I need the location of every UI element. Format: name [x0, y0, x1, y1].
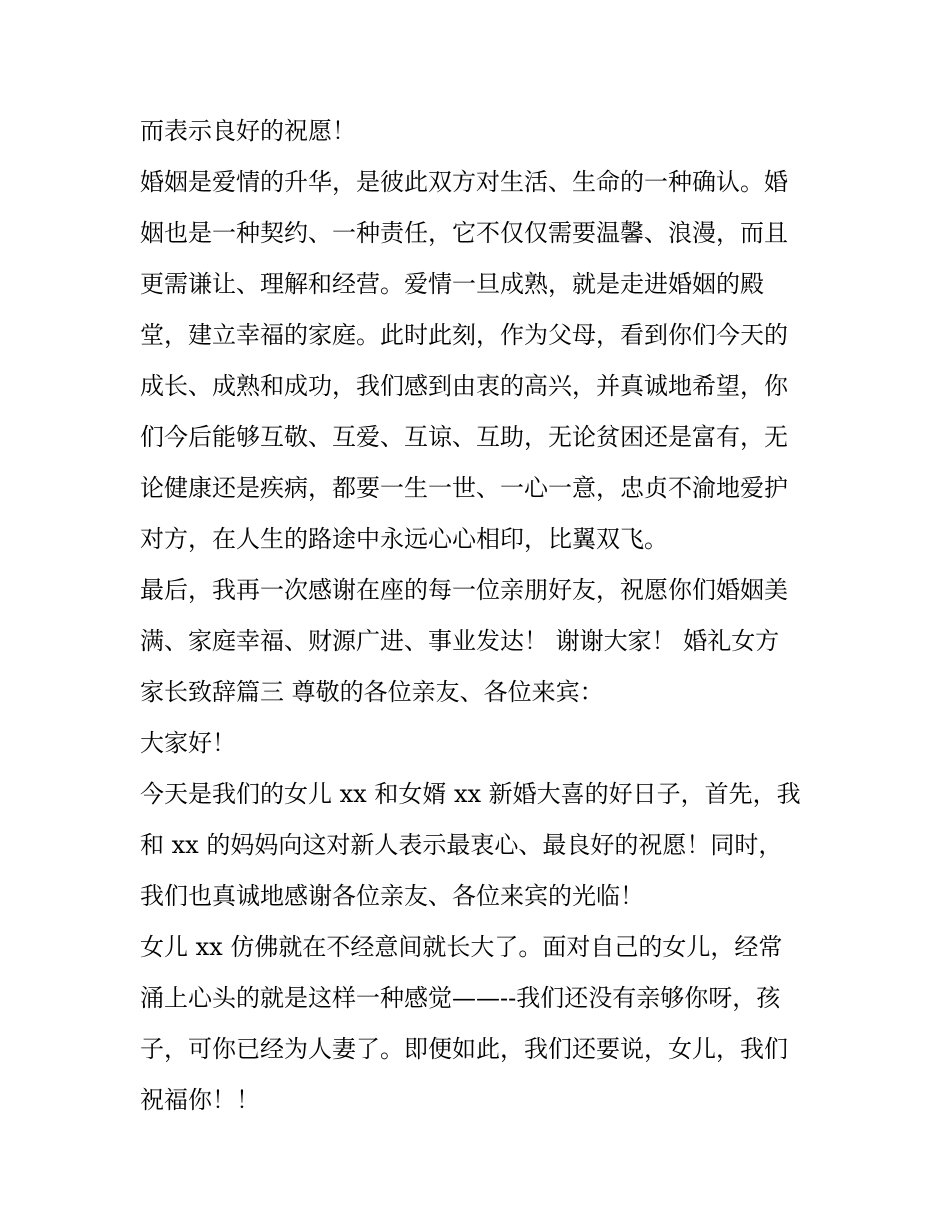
- text-line: 论健康还是疾病，都要一生一世、一心一意，忠贞不渝地爱护: [140, 474, 788, 502]
- text-line: 成长、成熟和成功，我们感到由衷的高兴，并真诚地希望，你: [140, 372, 788, 400]
- text-line: 姻也是一种契约、一种责任，它不仅仅需要温馨、浪漫，而且: [140, 219, 788, 247]
- text-line: 祝福你！！: [140, 1086, 260, 1114]
- text-line: 堂，建立幸福的家庭。此时此刻，作为父母，看到你们今天的: [140, 321, 788, 349]
- document-body: [140, 106, 820, 1126]
- text-line: 子，可你已经为人妻了。即便如此，我们还要说，女儿，我们: [140, 1035, 788, 1063]
- text-line: 今天是我们的女儿 xx 和女婿 xx 新婚大喜的好日子，首先，我: [140, 780, 801, 808]
- text-line: 大家好！: [140, 729, 236, 757]
- text-line: 家长致辞篇三 尊敬的各位亲友、各位来宾：: [140, 678, 604, 706]
- text-line: 最后，我再一次感谢在座的每一位亲朋好友，祝愿你们婚姻美: [140, 576, 788, 604]
- text-line: 我们也真诚地感谢各位亲友、各位来宾的光临！: [140, 882, 644, 910]
- text-line: 而表示良好的祝愿！: [140, 117, 356, 145]
- text-line: 涌上心头的就是这样一种感觉——--我们还没有亲够你呀，孩: [140, 984, 781, 1012]
- text-line: 对方，在人生的路途中永远心心相印，比翼双飞。: [140, 525, 668, 553]
- text-line: 满、家庭幸福、财源广进、事业发达！ 谢谢大家！ 婚礼女方: [140, 627, 780, 655]
- text-line: 们今后能够互敬、互爱、互谅、互助，无论贫困还是富有，无: [140, 423, 788, 451]
- text-line: 婚姻是爱情的升华，是彼此双方对生活、生命的一种确认。婚: [140, 168, 788, 196]
- text-line: 和 xx 的妈妈向这对新人表示最衷心、最良好的祝愿！同时，: [140, 831, 783, 859]
- text-line: 女儿 xx 仿佛就在不经意间就长大了。面对自己的女儿，经常: [140, 933, 783, 961]
- text-line: 更需谦让、理解和经营。爱情一旦成熟，就是走进婚姻的殿: [140, 270, 764, 298]
